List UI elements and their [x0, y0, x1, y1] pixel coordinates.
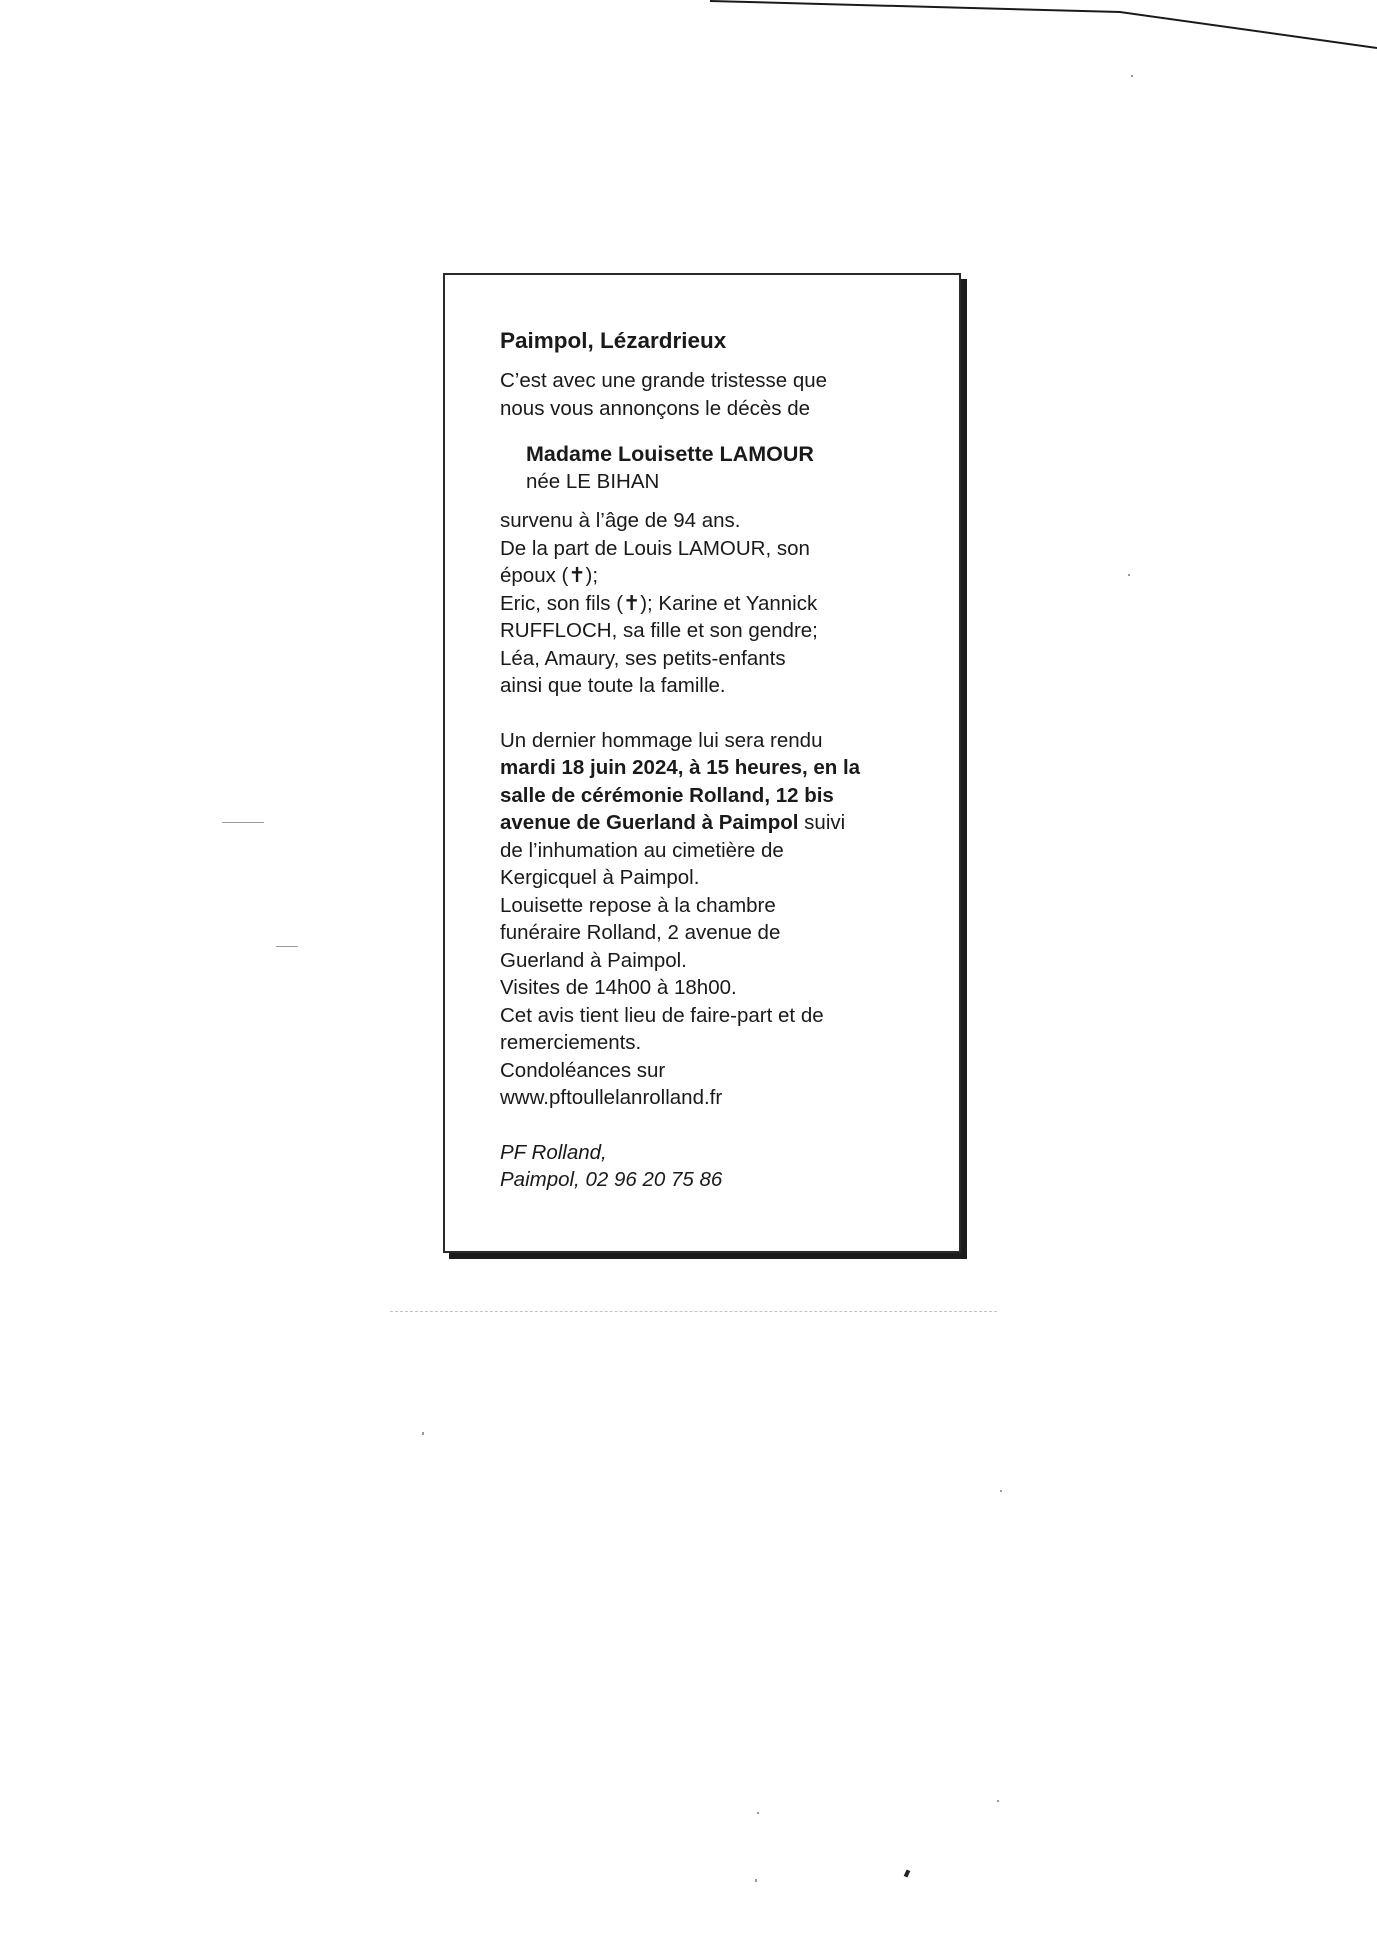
- scan-mark: [997, 1800, 999, 1802]
- scan-edge-line: [0, 0, 1377, 60]
- ceremony-line: remerciements.: [500, 1031, 642, 1054]
- family-line: ainsi que toute la famille.: [500, 674, 726, 697]
- condolences-url: www.pftoullelanrolland.fr: [500, 1086, 723, 1109]
- intro-line: nous vous annonçons le décès de: [500, 396, 811, 420]
- ceremony-line: Kergicquel à Paimpol.: [500, 866, 700, 889]
- scan-mark: [276, 946, 298, 947]
- condolences-label: Condoléances sur: [500, 1058, 666, 1082]
- ceremony-address-bold: avenue de Guerland à Paimpol: [500, 811, 799, 834]
- signature-line: PF Rolland,: [500, 1140, 607, 1164]
- scan-mark: [757, 1812, 759, 1814]
- family-line: RUFFLOCH, sa fille et son gendre;: [500, 619, 818, 642]
- ceremony-line: Louisette repose à la chambre: [500, 893, 776, 917]
- scan-mark: [1131, 75, 1133, 77]
- deceased-name: Madame Louisette LAMOUR: [526, 442, 814, 466]
- family-line: survenu à l’âge de 94 ans.: [500, 509, 741, 532]
- spacer: [500, 700, 909, 727]
- ceremony-date-line: mardi 18 juin 2024, à 15 heures, en la: [500, 756, 861, 779]
- family-line: Eric, son fils (✝); Karine et Yannick: [500, 591, 818, 615]
- scan-mark: [755, 1879, 757, 1882]
- family-section: [500, 507, 909, 700]
- ceremony-line: Guerland à Paimpol.: [500, 948, 687, 972]
- scan-dash-line: [390, 1311, 997, 1312]
- family-line: De la part de Louis LAMOUR, son: [500, 536, 810, 560]
- scan-mark: [1000, 1490, 1002, 1492]
- ceremony-line: Cet avis tient lieu de faire-part et de: [500, 1003, 824, 1027]
- ceremony-line: Un dernier hommage lui sera rendu: [500, 728, 823, 752]
- notice-locality: Paimpol, Lézardrieux: [500, 328, 727, 353]
- scan-mark: [904, 1869, 911, 1877]
- intro-line: C’est avec une grande tristesse que: [500, 369, 828, 392]
- ceremony-venue-line: salle de cérémonie Rolland, 12 bis: [500, 783, 834, 807]
- ceremony-line: de l’inhumation au cimetière de: [500, 838, 784, 862]
- family-line: Léa, Amaury, ses petits-enfants: [500, 646, 786, 670]
- obituary-notice: [443, 273, 961, 1253]
- ceremony-address-line: [500, 809, 909, 837]
- ceremony-section: [500, 727, 909, 1112]
- notice-intro: [500, 367, 909, 422]
- scan-mark: [1128, 574, 1130, 576]
- visiting-hours: Visites de 14h00 à 18h00.: [500, 976, 737, 999]
- funeral-home-signature: [500, 1139, 909, 1194]
- signature-line: Paimpol, 02 96 20 75 86: [500, 1168, 723, 1191]
- scan-mark: [222, 822, 264, 823]
- ceremony-address-suffix: suivi: [798, 811, 846, 834]
- ceremony-line: funéraire Rolland, 2 avenue de: [500, 921, 781, 944]
- scan-mark: [422, 1432, 424, 1435]
- deceased-block: [526, 440, 909, 495]
- maiden-name: née LE BIHAN: [526, 470, 660, 493]
- family-line: époux (✝);: [500, 564, 599, 587]
